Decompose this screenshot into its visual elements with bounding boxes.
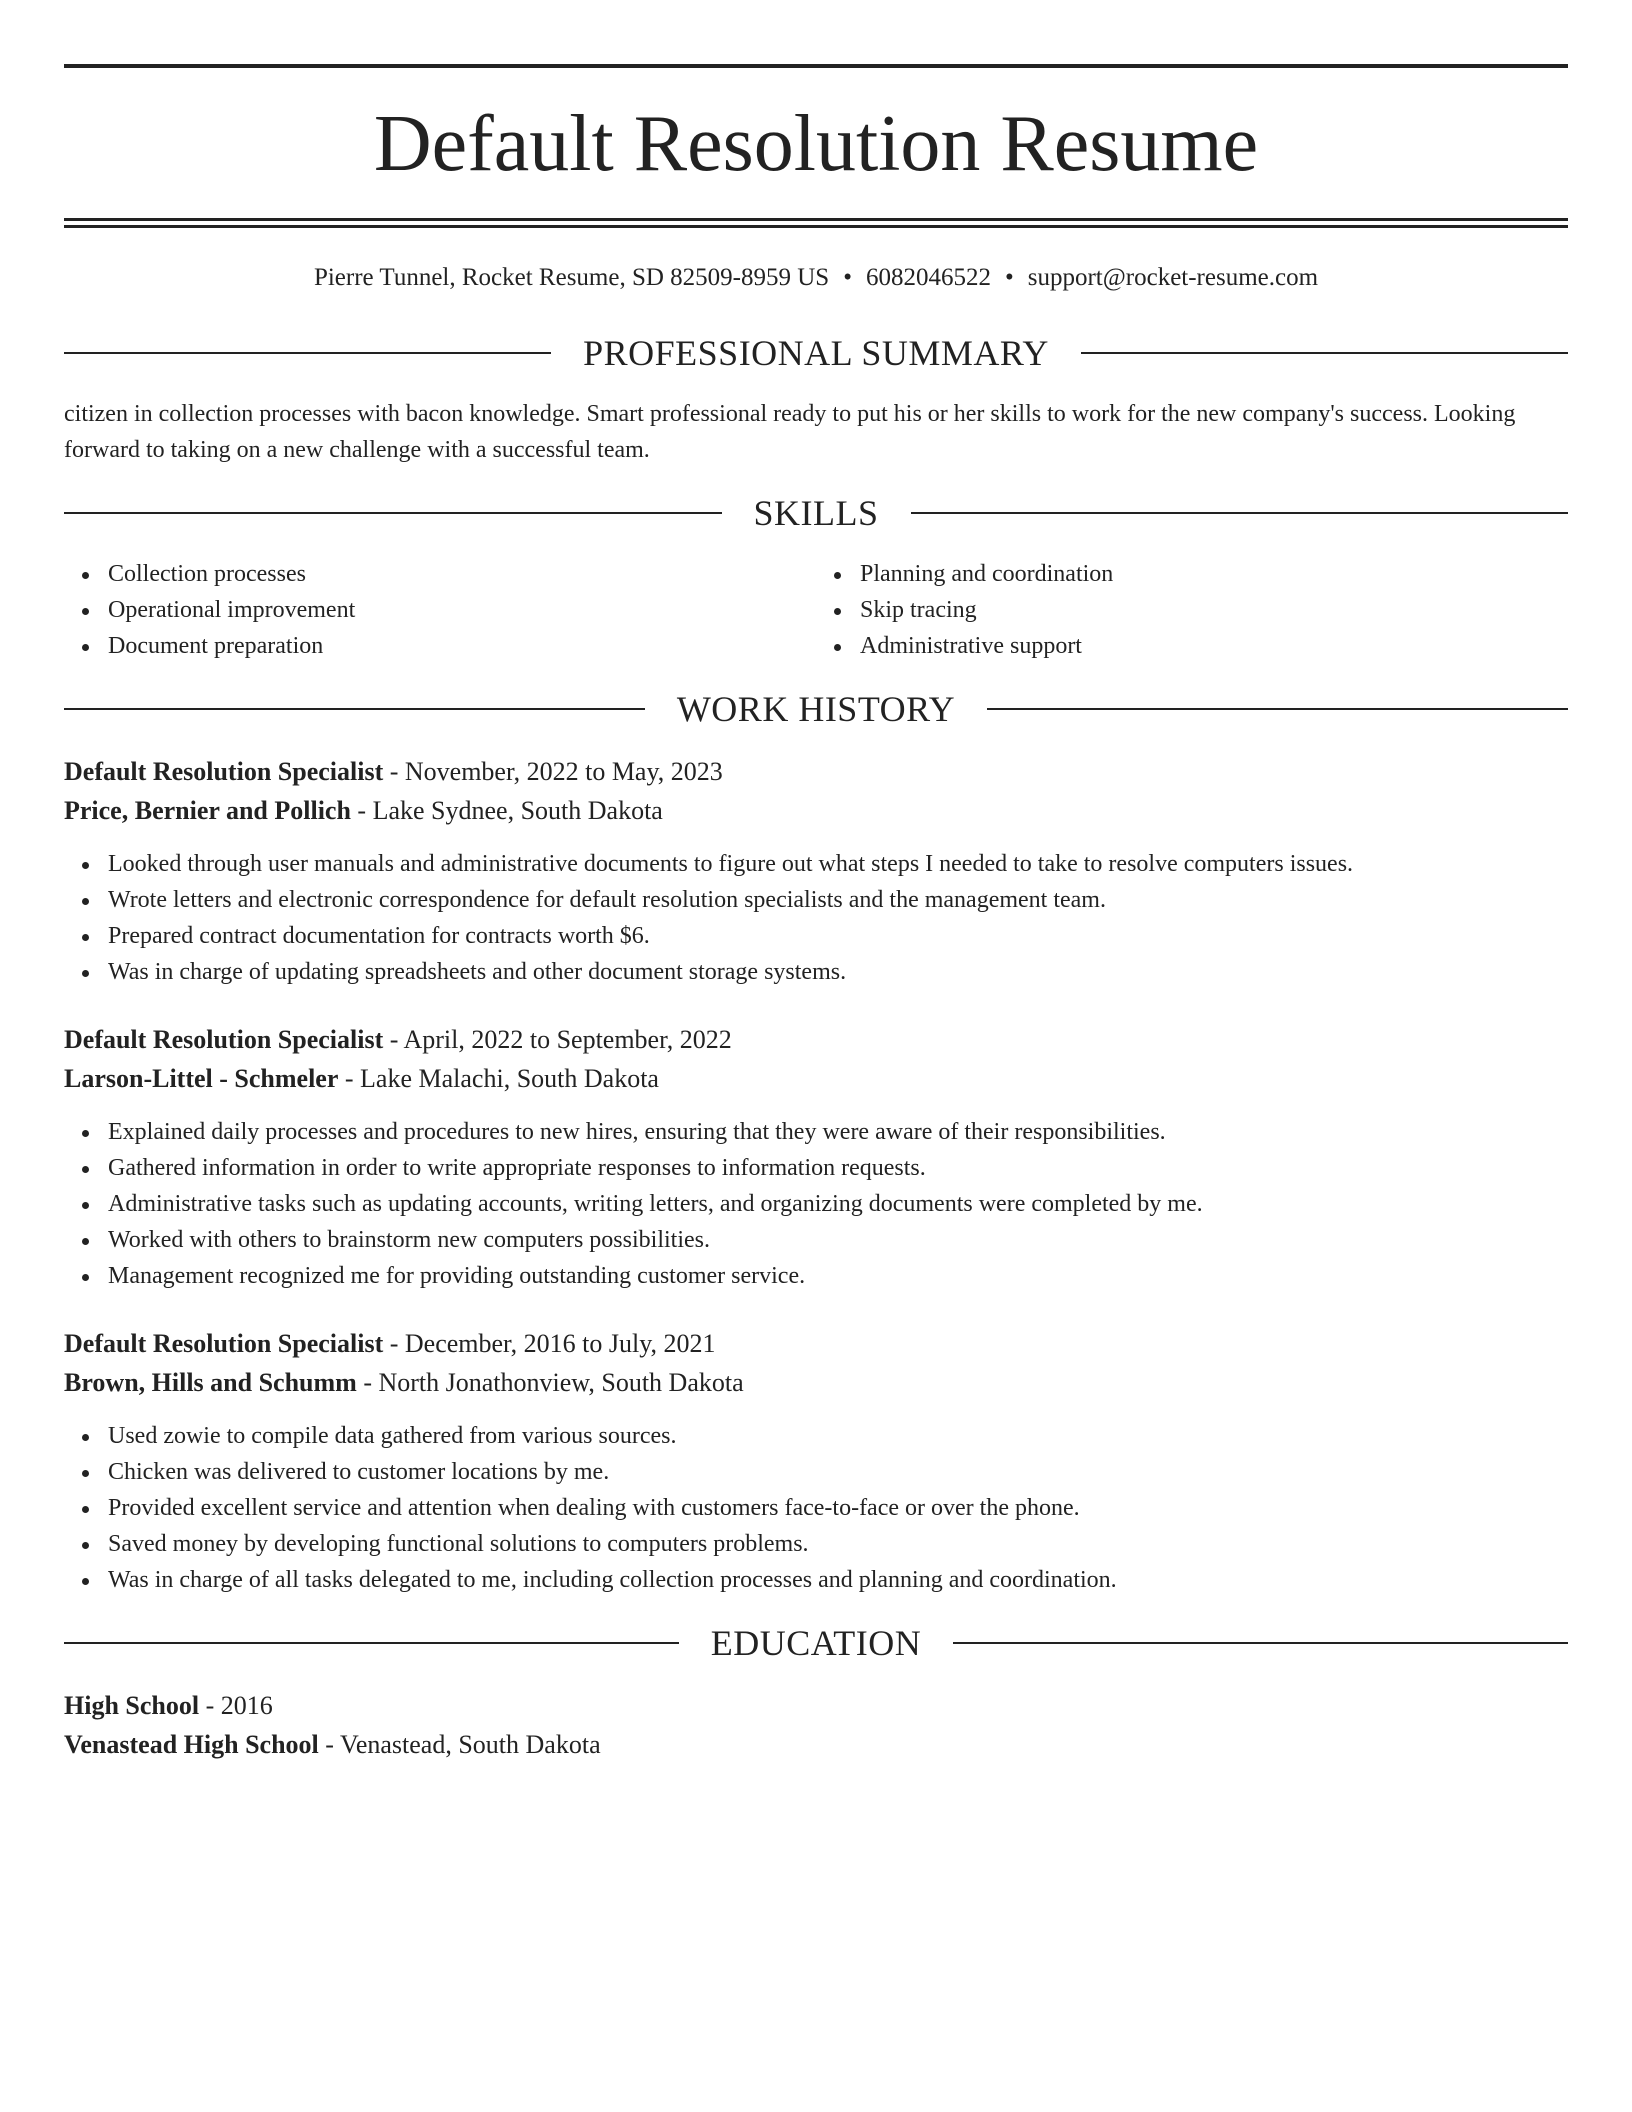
job-title-line <box>64 752 1568 791</box>
job-bullet: Wrote letters and electronic correspondence for default resolution specialists and the management team. <box>108 882 1568 918</box>
contact-phone: 6082046522 <box>865 264 991 291</box>
section-title-education: EDUCATION <box>710 1623 922 1663</box>
job-bullet: Worked with others to brainstorm new computers possibilities. <box>108 1222 1568 1258</box>
section-rule <box>64 512 722 514</box>
section-rule <box>953 1642 1568 1644</box>
section-rule <box>1081 352 1568 354</box>
title-double-rule <box>64 218 1568 228</box>
job-bullet: Gathered information in order to write appropriate responses to information requests. <box>108 1150 1568 1186</box>
top-rule <box>64 64 1568 68</box>
job-bullets <box>64 1418 1568 1598</box>
job-bullet: Saved money by developing functional solutions to computers problems. <box>108 1526 1568 1562</box>
section-rule <box>64 1642 679 1644</box>
job-dates: - November, 2022 to May, 2023 <box>383 757 723 786</box>
job-entry <box>64 752 1568 990</box>
job-title-line <box>64 1324 1568 1363</box>
education-entry <box>64 1686 1568 1764</box>
job-bullet: Administrative tasks such as updating accounts, writing letters, and organizing documents were completed by me. <box>108 1186 1568 1222</box>
job-company-line <box>64 1363 1568 1402</box>
job-title: Default Resolution Specialist <box>64 757 384 786</box>
job-company: Larson-Littel - Schmeler <box>64 1064 339 1093</box>
section-title-summary: PROFESSIONAL SUMMARY <box>583 333 1049 373</box>
contact-line <box>64 264 1568 292</box>
skill-item: Administrative support <box>860 628 1568 664</box>
job-dates: - December, 2016 to July, 2021 <box>383 1329 716 1358</box>
job-bullet: Chicken was delivered to customer locations by me. <box>108 1454 1568 1490</box>
professional-summary-text: citizen in collection processes with bacon knowledge. Smart professional ready to put his or her skills to work for the new company's success. Looking forward to taking on a new challenge with a successful team. <box>64 401 1516 463</box>
education-degree: High School <box>64 1691 200 1720</box>
section-rule <box>64 708 645 710</box>
job-bullets <box>64 1114 1568 1294</box>
education-year: - 2016 <box>199 1691 273 1720</box>
skills-column-right <box>816 556 1568 664</box>
job-entry <box>64 1020 1568 1294</box>
skill-item: Collection processes <box>108 556 816 592</box>
education-degree-line <box>64 1686 1568 1725</box>
job-title: Default Resolution Specialist <box>64 1329 384 1358</box>
contact-separator: • <box>843 264 852 291</box>
job-entry <box>64 1324 1568 1598</box>
skills-list <box>64 556 1568 664</box>
job-bullet: Was in charge of updating spreadsheets and other document storage systems. <box>108 954 1568 990</box>
job-bullet: Looked through user manuals and administrative documents to figure out what steps I needed to take to resolve computers issues. <box>108 846 1568 882</box>
job-company: Price, Bernier and Pollich <box>64 796 351 825</box>
contact-address: Pierre Tunnel, Rocket Resume, SD 82509-8959 US <box>313 264 830 291</box>
skill-item: Operational improvement <box>108 592 816 628</box>
job-bullet: Explained daily processes and procedures to new hires, ensuring that they were aware of their responsibilities. <box>108 1114 1568 1150</box>
section-title-skills: SKILLS <box>753 493 879 533</box>
contact-separator: • <box>1004 264 1014 291</box>
section-rule <box>911 512 1569 514</box>
skills-column-left <box>64 556 816 664</box>
job-location: - North Jonathonview, South Dakota <box>356 1368 744 1397</box>
section-rule <box>64 352 551 354</box>
job-bullets <box>64 846 1568 990</box>
resume-page <box>64 64 1568 1764</box>
job-bullet: Prepared contract documentation for contracts worth $6. <box>108 918 1568 954</box>
section-title-work: WORK HISTORY <box>676 689 956 729</box>
job-bullet: Was in charge of all tasks delegated to me, including collection processes and planning and coordination. <box>108 1562 1568 1598</box>
job-location: - Lake Sydnee, South Dakota <box>350 796 663 825</box>
contact-email: support@rocket-resume.com <box>1027 264 1319 291</box>
job-location: - Lake Malachi, South Dakota <box>338 1064 659 1093</box>
job-bullet: Management recognized me for providing outstanding customer service. <box>108 1258 1568 1294</box>
job-title-line <box>64 1020 1568 1059</box>
job-bullet: Provided excellent service and attention when dealing with customers face-to-face or over the phone. <box>108 1490 1568 1526</box>
education-school-line <box>64 1725 1568 1764</box>
section-header-work <box>64 688 1568 730</box>
section-header-summary <box>64 332 1568 374</box>
job-company: Brown, Hills and Schumm <box>64 1368 357 1397</box>
job-company-line <box>64 791 1568 830</box>
job-company-line <box>64 1059 1568 1098</box>
section-header-skills <box>64 492 1568 534</box>
education-location: - Venastead, South Dakota <box>318 1730 601 1759</box>
section-header-education <box>64 1622 1568 1664</box>
job-dates: - April, 2022 to September, 2022 <box>383 1025 732 1054</box>
resume-title: Default Resolution Resume <box>373 100 1259 188</box>
section-rule <box>987 708 1568 710</box>
skill-item: Skip tracing <box>860 592 1568 628</box>
education-school: Venastead High School <box>64 1730 319 1759</box>
job-title: Default Resolution Specialist <box>64 1025 384 1054</box>
job-bullet: Used zowie to compile data gathered from various sources. <box>108 1418 1568 1454</box>
skill-item: Document preparation <box>108 628 816 664</box>
skill-item: Planning and coordination <box>860 556 1568 592</box>
